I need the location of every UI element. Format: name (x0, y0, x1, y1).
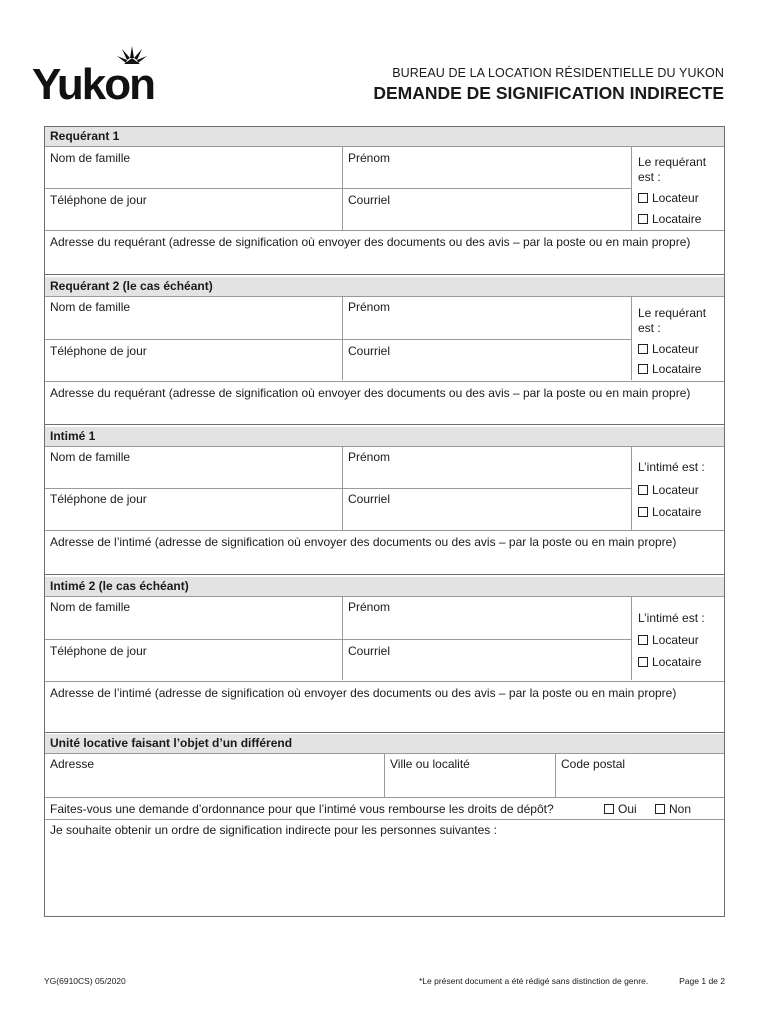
tenant-label: Locataire (652, 362, 702, 376)
page-number: Page 1 de 2 (679, 976, 725, 986)
tenant-option[interactable] (638, 505, 701, 519)
last-name-field[interactable]: Nom de famille (50, 600, 131, 614)
gender-note: *Le présent document a été rédigé sans distinction de genre. (419, 976, 649, 986)
last-name-field[interactable]: Nom de famille (50, 450, 131, 464)
applicant-address-field[interactable]: Adresse du requérant (adresse de signification où envoyer des documents ou des avis – par la poste ou en main propre) (50, 235, 691, 249)
section-title: Unité locative faisant l’objet d’un différend (45, 734, 724, 753)
first-name-field[interactable]: Prénom (348, 600, 391, 614)
email-field[interactable]: Courriel (348, 193, 391, 207)
landlord-label: Locateur (652, 483, 699, 497)
email-field[interactable]: Courriel (348, 344, 391, 358)
yukon-logo (32, 44, 182, 104)
form-header (373, 66, 724, 104)
form-title: DEMANDE DE SIGNIFICATION INDIRECTE (373, 83, 724, 103)
respondent-address-field[interactable]: Adresse de l’intimé (adresse de signification où envoyer des documents ou des avis – par la poste ou en main propre) (50, 535, 677, 549)
email-field[interactable]: Courriel (348, 492, 391, 506)
logo-wordmark: Yukon (32, 60, 155, 104)
no-label: Non (669, 802, 692, 816)
landlord-label: Locateur (652, 633, 699, 647)
form-code: YG(6910CS) 05/2020 (44, 976, 126, 986)
tenant-label: Locataire (652, 655, 702, 669)
day-phone-field[interactable]: Téléphone de jour (50, 193, 147, 207)
application-form (44, 126, 725, 917)
day-phone-field[interactable]: Téléphone de jour (50, 344, 147, 358)
last-name-field[interactable]: Nom de famille (50, 300, 131, 314)
tenant-option[interactable] (638, 655, 701, 669)
applicant-is-label: Le requérant (638, 306, 707, 320)
applicant-is-label-2: est : (638, 321, 661, 335)
respondent-is-label: L’intimé est : (638, 460, 705, 474)
checkbox-icon[interactable] (604, 804, 614, 814)
landlord-option[interactable] (638, 191, 699, 205)
applicant-address-field[interactable]: Adresse du requérant (adresse de signification où envoyer des documents ou des avis – par la poste ou en main propre) (50, 386, 691, 400)
first-name-field[interactable]: Prénom (348, 300, 391, 314)
indirect-service-request-field[interactable]: Je souhaite obtenir un ordre de signification indirecte pour les personnes suivantes : (50, 823, 497, 837)
respondent-address-field[interactable]: Adresse de l’intimé (adresse de signification où envoyer des documents ou des avis – par la poste ou en main propre) (50, 686, 677, 700)
section-title: Intimé 1 (45, 427, 724, 446)
day-phone-field[interactable]: Téléphone de jour (50, 492, 147, 506)
checkbox-icon[interactable] (638, 635, 648, 645)
landlord-option[interactable] (638, 483, 699, 497)
checkbox-icon[interactable] (655, 804, 665, 814)
checkbox-icon[interactable] (638, 193, 648, 203)
agency-name: BUREAU DE LA LOCATION RÉSIDENTIELLE DU YUKON (392, 66, 724, 80)
tenant-label: Locataire (652, 505, 702, 519)
tenant-option[interactable] (638, 212, 701, 226)
landlord-label: Locateur (652, 342, 699, 356)
section-title: Intimé 2 (le cas échéant) (45, 577, 724, 596)
tenant-label: Locataire (652, 212, 702, 226)
checkbox-icon[interactable] (638, 507, 648, 517)
postal-code-field[interactable]: Code postal (561, 757, 626, 771)
last-name-field[interactable]: Nom de famille (50, 151, 131, 165)
yes-option[interactable] (604, 802, 637, 816)
checkbox-icon[interactable] (638, 214, 648, 224)
section-title: Requérant 1 (45, 127, 724, 146)
respondent-is-label: L’intimé est : (638, 611, 705, 625)
checkbox-icon[interactable] (638, 485, 648, 495)
deposit-question: Faites-vous une demande d’ordonnance pour que l’intimé vous rembourse les droits de dépôt? (50, 802, 554, 816)
checkbox-icon[interactable] (638, 344, 648, 354)
checkbox-icon[interactable] (638, 364, 648, 374)
day-phone-field[interactable]: Téléphone de jour (50, 644, 147, 658)
first-name-field[interactable]: Prénom (348, 151, 391, 165)
section-title: Requérant 2 (le cas échéant) (45, 277, 724, 296)
applicant-is-label: Le requérant (638, 155, 707, 169)
tenant-option[interactable] (638, 362, 701, 376)
landlord-option[interactable] (638, 342, 699, 356)
landlord-label: Locateur (652, 191, 699, 205)
yes-label: Oui (618, 802, 637, 816)
landlord-option[interactable] (638, 633, 699, 647)
unit-address-field[interactable]: Adresse (50, 757, 95, 771)
city-field[interactable]: Ville ou localité (390, 757, 470, 771)
first-name-field[interactable]: Prénom (348, 450, 391, 464)
applicant-is-label-2: est : (638, 170, 661, 184)
checkbox-icon[interactable] (638, 657, 648, 667)
email-field[interactable]: Courriel (348, 644, 391, 658)
no-option[interactable] (655, 802, 691, 816)
yukon-logo-graphic (32, 44, 182, 104)
